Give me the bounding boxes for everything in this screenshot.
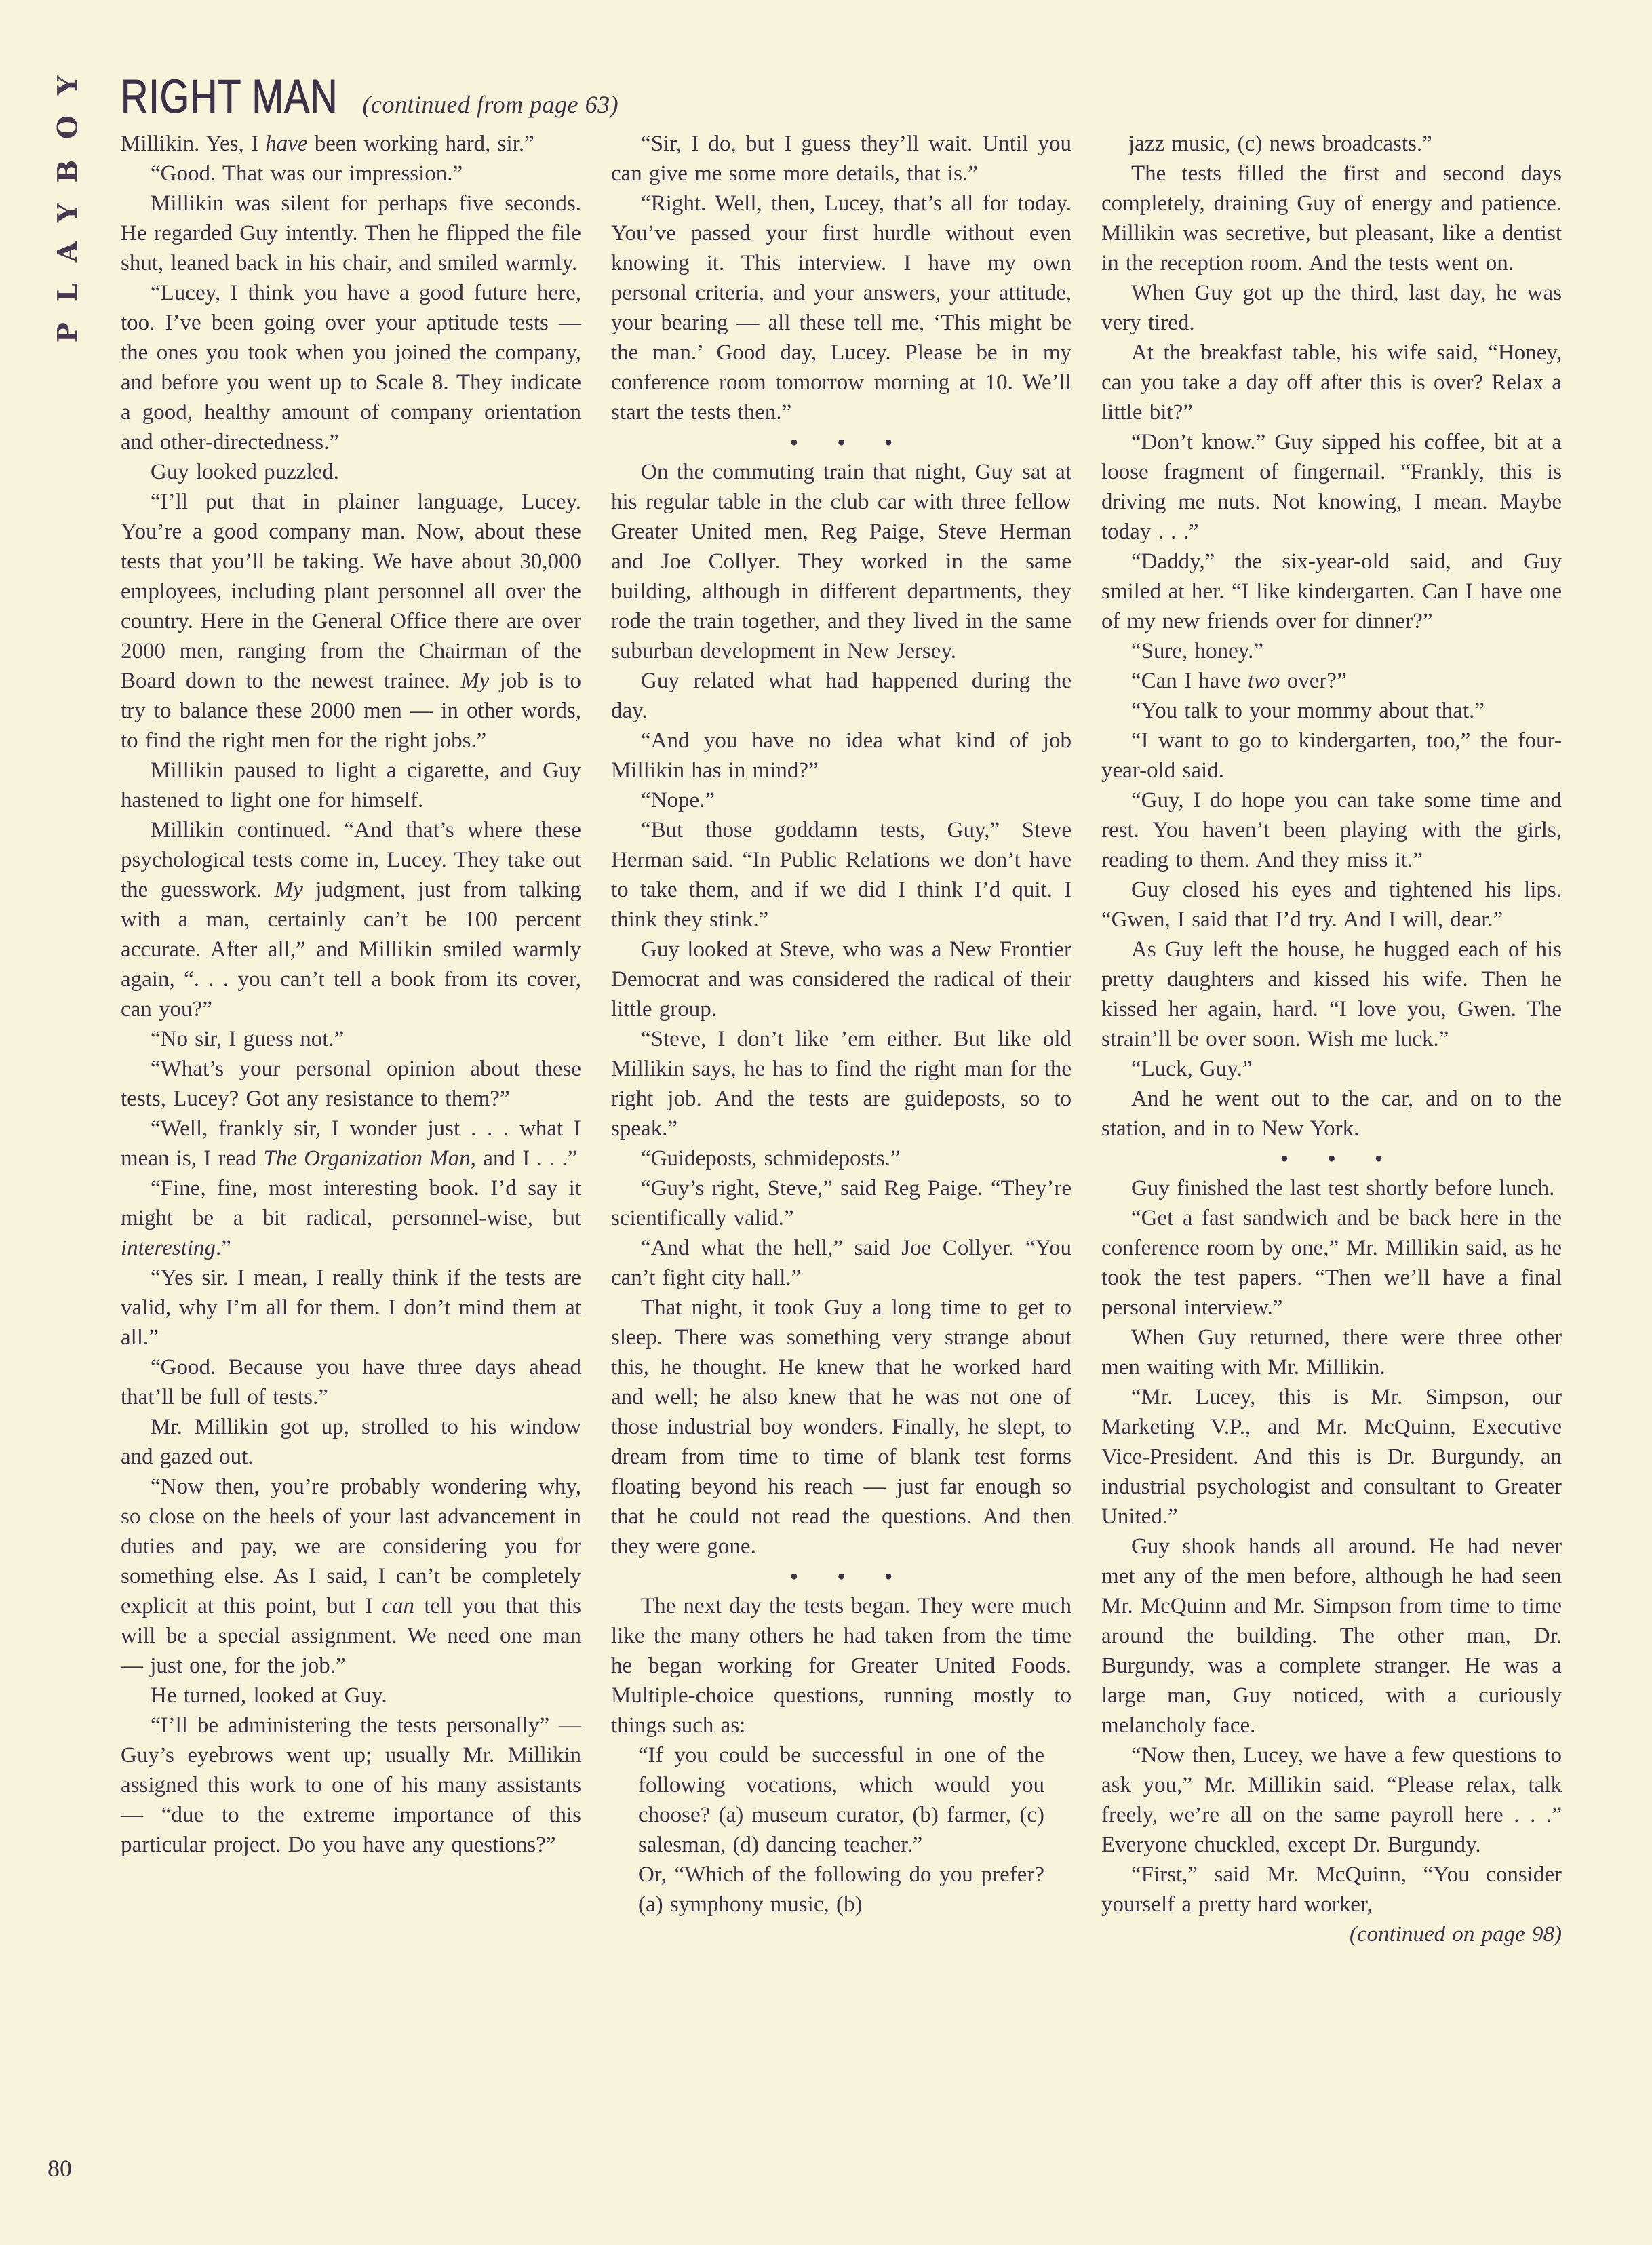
paragraph: “Luck, Guy.” — [1131, 1057, 1253, 1081]
paragraph: Guy related what had happened during the day. — [611, 669, 1071, 723]
paragraph: Or, “Which of the following do you prefer? (a) symphony music, (b) — [638, 1862, 1044, 1917]
paragraph: The tests filled the first and second days completely, draining Guy of energy and patience. Millikin was secretive, but pleasant, like a dentist in the reception room. And the tests went on. — [1101, 161, 1562, 275]
paragraph: “Now then, you’re probably wondering why, so close on the heels of your last advancement in duties and pay, we are considering you for something else. As I said, I can’t be completely explicit at this point, but I can tell you that this will be a special assignment. We need one man — just one, for the job.” — [121, 1475, 581, 1678]
article-header — [121, 68, 1569, 125]
article-title: RIGHT MAN — [121, 70, 338, 123]
paragraph: “And you have no idea what kind of job Millikin has in mind?” — [611, 728, 1071, 783]
paragraph: “Well, frankly sir, I wonder just . . . what I mean is, I read The Organization Man, and I . . .” — [121, 1116, 581, 1171]
paragraph: “Sir, I do, but I guess they’ll wait. Until you can give me some more details, that is.” — [611, 132, 1071, 186]
paragraph: “Don’t know.” Guy sipped his coffee, bit at a loose fragment of fingernail. “Frankly, this is driving me nuts. Not knowing, I mean. Maybe today . . .” — [1101, 430, 1562, 544]
paragraph: “But those goddamn tests, Guy,” Steve Herman said. “In Public Relations we don’t have to take them, and if we did I think I’d quit. I think they stink.” — [611, 818, 1071, 932]
paragraph: “Right. Well, then, Lucey, that’s all for today. You’ve passed your first hurdle without even knowing it. This interview. I have my own personal criteria, and your answers, your attitude, your bearing — all these tell me, ‘This might be the man.’ Good day, Lucey. Please be in my conference room tomorrow morning at 10. We’ll start the tests then.” — [611, 191, 1071, 425]
paragraph: Millikin continued. “And that’s where these psychological tests come in, Lucey. They take out the guesswork. My judgment, just from talking with a man, certainly can’t be 100 percent accurate. After all,” and Millikin smiled warmly again, “. . . you can’t tell a book from its cover, can you?” — [121, 818, 581, 1021]
paragraph: “Sure, honey.” — [1131, 639, 1264, 663]
paragraph: He turned, looked at Guy. — [151, 1683, 387, 1708]
paragraph: “You talk to your mommy about that.” — [1131, 699, 1485, 723]
paragraph: jazz music, (c) news broadcasts.” — [1128, 132, 1432, 156]
paragraph: “Steve, I don’t like ’em either. But like old Millikin says, he has to find the right man for the right job. And the tests are guideposts, so to speak.” — [611, 1027, 1071, 1141]
text-columns — [121, 129, 1569, 1949]
paragraph: Guy looked puzzled. — [151, 460, 340, 484]
paragraph: Millikin was silent for perhaps five seconds. He regarded Guy intently. Then he flipped the file shut, leaned back in his chair, and smiled warmly. — [121, 191, 581, 275]
page-content — [121, 68, 1569, 1949]
section-break: • • • — [789, 429, 893, 456]
paragraph: “I’ll be administering the tests personally” — Guy’s eyebrows went up; usually Mr. Millikin assigned this work to one of his many assistants — “due to the extreme importance of this particular project. Do you have any questions?” — [121, 1713, 581, 1857]
paragraph: “Guy, I do hope you can take some time and rest. You haven’t been playing with the girls, reading to them. And they miss it.” — [1101, 788, 1562, 872]
paragraph: Millikin paused to light a cigarette, and Guy hastened to light one for himself. — [121, 758, 581, 813]
page-number: 80 — [47, 2155, 72, 2182]
text-column-3 — [1101, 129, 1562, 1949]
paragraph: “No sir, I guess not.” — [151, 1027, 345, 1051]
paragraph: “I’ll put that in plainer language, Lucey. You’re a good company man. Now, about these tests that you’ll be taking. We have about 30,000 employees, including plant personnel all over the country. Here in the General Office there are over 2000 men, ranging from the Chairman of the Board down to the newest trainee. My job is to try to balance these 2000 men — in other words, to find the right men for the right jobs.” — [121, 490, 581, 753]
paragraph: And he went out to the car, and on to the station, and in to New York. — [1101, 1087, 1562, 1141]
text-column-1 — [121, 129, 581, 1949]
paragraph: That night, it took Guy a long time to get to sleep. There was something very strange about this, he thought. He knew that he worked hard and well; he also knew that he was not one of those industrial boy wonders. Finally, he slept, to dream from time to time of blank test forms floating beyond his reach — just far enough so that he could not read the questions. And then they were gone. — [611, 1295, 1071, 1559]
paragraph: “Get a fast sandwich and be back here in the conference room by one,” Mr. Millikin said, as he took the test papers. “Then we’ll have a final personal interview.” — [1101, 1206, 1562, 1320]
paragraph: “Guideposts, schmideposts.” — [641, 1146, 901, 1171]
paragraph: Guy looked at Steve, who was a New Frontier Democrat and was considered the radical of their little group. — [611, 937, 1071, 1021]
text-column-2 — [611, 129, 1071, 1949]
paragraph: The next day the tests began. They were much like the many others he had taken from the time he began working for Greater United Foods. Multiple-choice questions, running mostly to things such as: — [611, 1594, 1071, 1738]
paragraph: “Now then, Lucey, we have a few questions to ask you,” Mr. Millikin said. “Please relax, talk freely, we’re all on the same payroll here . . .” Everyone chuckled, except Dr. Burgundy. — [1101, 1743, 1562, 1857]
paragraph: “Lucey, I think you have a good future here, too. I’ve been going over your aptitude tests — the ones you took when you joined the company, and before you went up to Scale 8. They indicate a good, healthy amount of company orientation and other-directedness.” — [121, 281, 581, 454]
paragraph: “Yes sir. I mean, I really think if the tests are valid, why I’m all for them. I don’t mind them at all.” — [121, 1266, 581, 1350]
paragraph: When Guy returned, there were three other men waiting with Mr. Millikin. — [1101, 1325, 1562, 1380]
spine-folio — [50, 55, 85, 345]
paragraph: Mr. Millikin got up, strolled to his window and gazed out. — [121, 1415, 581, 1469]
paragraph: “Can I have two over?” — [1131, 669, 1347, 693]
magazine-name-vertical: PLAYBOY — [52, 55, 84, 343]
paragraph: “If you could be successful in one of the following vocations, which would you choose? (a) museum curator, (b) farmer, (c) salesman, (d) dancing teacher.” — [638, 1743, 1044, 1857]
paragraph: At the breakfast table, his wife said, “Honey, can you take a day off after this is over? Relax a little bit?” — [1101, 340, 1562, 425]
paragraph: “Nope.” — [641, 788, 715, 813]
continued-on-note: (continued on page 98) — [1349, 1922, 1562, 1947]
paragraph: “And what the hell,” said Joe Collyer. “You can’t fight city hall.” — [611, 1236, 1071, 1290]
paragraph: “I want to go to kindergarten, too,” the four-year-old said. — [1101, 728, 1562, 783]
paragraph: “Fine, fine, most interesting book. I’d say it might be a bit radical, personnel-wise, but interesting.” — [121, 1176, 581, 1260]
section-break: • • • — [1280, 1145, 1383, 1172]
section-break: • • • — [789, 1563, 893, 1590]
paragraph: On the commuting train that night, Guy sat at his regular table in the club car with three fellow Greater United men, Reg Paige, Steve Herman and Joe Collyer. They worked in the same building, although in different departments, they rode the train together, and they lived in the same suburban development in New Jersey. — [611, 460, 1071, 663]
paragraph: Guy shook hands all around. He had never met any of the men before, although he had seen Mr. McQuinn and Mr. Simpson from time to time around the building. The other man, Dr. Burgundy, was a complete stranger. He was a large man, Guy noticed, with a curiously melancholy face. — [1101, 1534, 1562, 1738]
paragraph: “Daddy,” the six-year-old said, and Guy smiled at her. “I like kindergarten. Can I have one of my new friends over for dinner?” — [1101, 549, 1562, 633]
paragraph: “Good. Because you have three days ahead that’ll be full of tests.” — [121, 1355, 581, 1409]
paragraph: As Guy left the house, he hugged each of his pretty daughters and kissed his wife. Then he kissed her again, hard. “I love you, Gwen. The strain’ll be over soon. Wish me luck.” — [1101, 937, 1562, 1051]
paragraph: Millikin. Yes, I have been working hard, sir.” — [121, 132, 534, 156]
paragraph: When Guy got up the third, last day, he was very tired. — [1101, 281, 1562, 335]
paragraph: “Guy’s right, Steve,” said Reg Paige. “They’re scientifically valid.” — [611, 1176, 1071, 1230]
paragraph: Guy finished the last test shortly before lunch. — [1131, 1176, 1555, 1200]
paragraph: “First,” said Mr. McQuinn, “You consider yourself a pretty hard worker, — [1101, 1862, 1562, 1917]
paragraph: “Good. That was our impression.” — [151, 161, 463, 186]
paragraph: Guy closed his eyes and tightened his lips. “Gwen, I said that I’d try. And I will, dear.” — [1101, 878, 1562, 932]
paragraph: “What’s your personal opinion about these tests, Lucey? Got any resistance to them?” — [121, 1057, 581, 1111]
paragraph: “Mr. Lucey, this is Mr. Simpson, our Marketing V.P., and Mr. McQuinn, Executive Vice-President. And this is Dr. Burgundy, an industrial psychologist and consultant to Greater United.” — [1101, 1385, 1562, 1529]
continued-from-note: (continued from page 63) — [362, 91, 619, 118]
